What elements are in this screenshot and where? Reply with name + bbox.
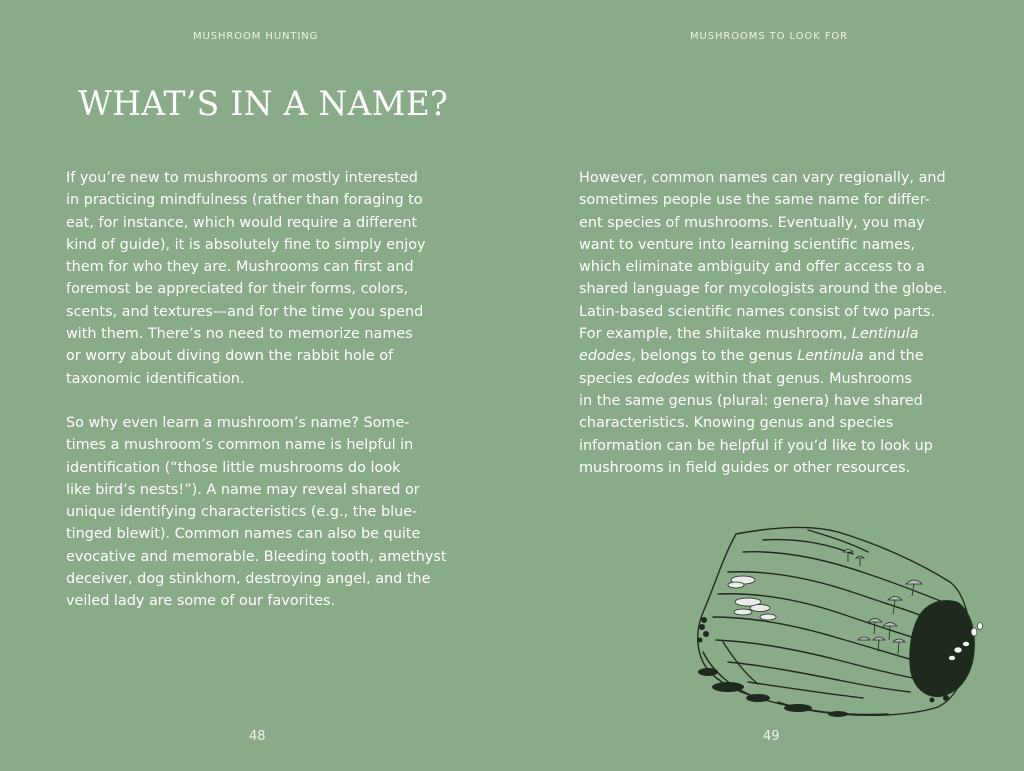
running-head-right: MUSHROOMS TO LOOK FOR xyxy=(690,31,848,42)
italic-species: edodes xyxy=(579,348,632,365)
text-line: or worry about diving down the rabbit hole of xyxy=(66,348,394,365)
text-line: tinged blewit). Common names can also be quite xyxy=(66,526,421,543)
text-run: and the xyxy=(863,348,924,365)
text-line: evocative and memorable. Bleeding tooth, amethyst xyxy=(66,548,447,565)
text-line: them for who they are. Mushrooms can first and xyxy=(66,259,414,276)
text-line xyxy=(579,368,947,390)
text-line: which eliminate ambiguity and offer access to a xyxy=(579,259,925,276)
text-run: , belongs to the genus xyxy=(631,348,798,365)
text-run: species xyxy=(579,370,638,387)
text-run: within that genus. Mushrooms xyxy=(689,370,912,387)
text-line: taxonomic identification. xyxy=(66,370,245,387)
page-number-left: 48 xyxy=(249,729,266,744)
italic-genus: Lentinula xyxy=(851,326,919,343)
text-line: However, common names can vary regionally, and xyxy=(579,170,946,186)
text-line: shared language for mycologists around the globe. xyxy=(579,281,947,298)
italic-genus: Lentinula xyxy=(797,348,864,365)
body-paragraph-2 xyxy=(66,412,447,613)
text-run: For example, the shiitake mushroom, xyxy=(579,326,852,343)
body-paragraph-1 xyxy=(66,167,426,390)
text-line: foremost be appreciated for their forms, colors, xyxy=(66,281,409,298)
text-line: identification (“those little mushrooms do look xyxy=(66,459,401,476)
text-line: veiled lady are some of our favorites. xyxy=(66,593,336,610)
text-line: in practicing mindfulness (rather than foraging to xyxy=(66,192,423,209)
running-head-left: MUSHROOM HUNTING xyxy=(193,31,319,42)
italic-species: edodes xyxy=(637,370,690,387)
log-with-mushrooms-illustration xyxy=(688,522,988,727)
text-line: eat, for instance, which would require a different xyxy=(66,214,418,231)
text-line: So why even learn a mushroom’s name? Some- xyxy=(66,415,410,431)
text-line: scents, and textures—and for the time you spend xyxy=(66,303,424,320)
text-line: times a mushroom’s common name is helpful in xyxy=(66,437,414,454)
body-paragraph-3 xyxy=(579,167,947,479)
text-line xyxy=(579,323,947,345)
text-line: with them. There’s no need to memorize names xyxy=(66,326,413,343)
text-line: deceiver, dog stinkhorn, destroying angel, and the xyxy=(66,571,431,588)
text-line: Latin-based scientific names consist of two parts. xyxy=(579,303,936,320)
page-number-right: 49 xyxy=(763,729,780,744)
text-line: want to venture into learning scientific names, xyxy=(579,236,916,253)
text-line: mushrooms in field guides or other resources. xyxy=(579,459,911,476)
text-line: If you’re new to mushrooms or mostly interested xyxy=(66,170,418,186)
chapter-title: WHAT’S IN A NAME? xyxy=(78,84,449,124)
text-line: ent species of mushrooms. Eventually, you may xyxy=(579,214,925,231)
text-line: sometimes people use the same name for differ- xyxy=(579,192,930,209)
text-line: information can be helpful if you’d like to look up xyxy=(579,437,933,454)
text-line: kind of guide), it is absolutely fine to simply enjoy xyxy=(66,236,426,253)
text-line: characteristics. Knowing genus and species xyxy=(579,415,894,432)
text-line: unique identifying characteristics (e.g., the blue- xyxy=(66,504,418,521)
text-line: like bird’s nests!”). A name may reveal shared or xyxy=(66,481,420,498)
text-line xyxy=(579,345,947,367)
text-line: in the same genus (plural: genera) have shared xyxy=(579,392,923,409)
